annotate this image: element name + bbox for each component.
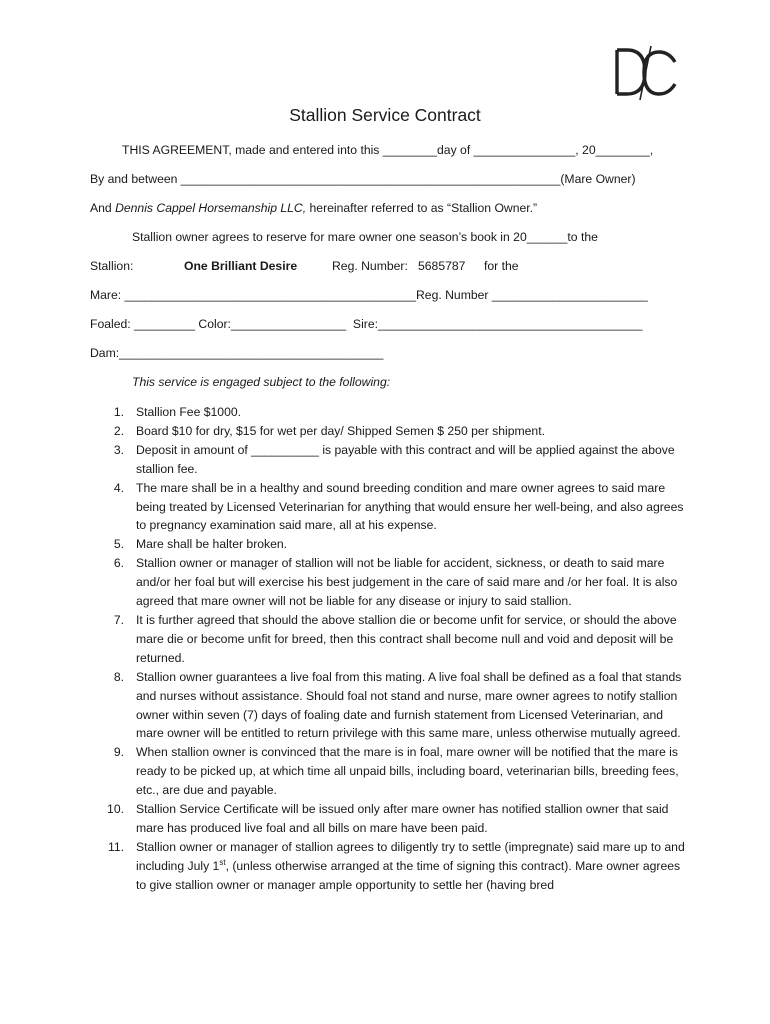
term-item: 6. Stallion owner or manager of stallion will not be liable for accident, sickness, or death to said mare and/or her foal but will exercise his best judgement in the care of said mare and /or her foal. It is also agreed that mare owner will not be liable for any disease or injury to said stallion. — [113, 556, 678, 609]
company-name: Dennis Cappel Horsemanship LLC, — [115, 201, 307, 215]
reg-number-label: Reg. Number: — [332, 259, 408, 273]
stallion-name: One Brilliant Desire — [184, 259, 298, 273]
mare-line: Mare: ___________________________________________Reg. Number _______________________ — [90, 288, 648, 302]
and-suffix: hereinafter referred to as “Stallion Owner.” — [306, 201, 538, 215]
reg-number-value: 5685787 — [418, 259, 466, 273]
dc-logo — [611, 44, 679, 102]
term-item: 1. Stallion Fee $1000. — [113, 405, 242, 419]
term-item: 2. Board $10 for dry, $15 for wet per day/ Shipped Semen $ 250 per shipment. — [113, 423, 545, 438]
reserve-line: Stallion owner agrees to reserve for mare owner one season’s book in 20______to the — [132, 230, 598, 244]
for-the-text: for the — [484, 259, 519, 273]
term-item: 7. It is further agreed that should the above stallion die or become unfit for service, or should the above mare die or become unfit for breed, then this contract shall become null and void and deposit will be returned. — [113, 612, 677, 665]
term-item: 3. Deposit in amount of __________ is payable with this contract and will be applied against the above stallion fee. — [113, 442, 675, 476]
between-line: By and between ________________________________________________________(Mare Owner) — [90, 172, 636, 186]
terms-list — [90, 403, 690, 895]
term-item: 9. When stallion owner is convinced that the mare is in foal, mare owner will be notified that the mare is ready to be picked up, at which time all unpaid bills, including board, veterinarian bills, breeding fees, etc., are due and payable. — [113, 745, 679, 798]
agreement-line: THIS AGREEMENT, made and entered into this ________day of _______________, 20________, — [122, 143, 654, 157]
and-prefix: And — [90, 201, 116, 215]
foaled-line: Foaled: _________ Color:_________________ Sire:_______________________________________ — [90, 317, 643, 331]
term-item: 8. Stallion owner guarantees a live foal from this mating. A live foal shall be defined as a foal that stands and nurses without assistance. Should foal not stand and nurse, mare owner agrees to notify stallion owner within seven (7) days of foaling date and furnish statement from Licensed Veterinarian, and mare owner will be entitled to return privilege with this same mare, unless otherwise mutually agreed. — [113, 669, 682, 741]
page-title: Stallion Service Contract — [289, 105, 481, 125]
subject-line: This service is engaged subject to the following: — [132, 375, 391, 389]
dam-line: Dam:_______________________________________ — [90, 346, 384, 360]
term-item: 11. Stallion owner or manager of stallion agrees to diligently try to settle (impregnate) said mare up to and including July 1st, (unless otherwise arranged at the time of signing this contract). Mare owner agrees to give stallion owner or manager ample opportunity to settle her (having bred — [107, 839, 685, 892]
term-item: 4. The mare shall be in a healthy and sound breeding condition and mare owner agrees to said mare being treated by Licensed Veterinarian for anything that would ensure her well-being, and also agrees to pregnancy examination said mare, all at his expense. — [113, 480, 684, 533]
term-item: 5. Mare shall be halter broken. — [113, 537, 288, 552]
and-line — [90, 201, 537, 216]
term-item: 10. Stallion Service Certificate will be issued only after mare owner has notified stallion owner that said mare has produced live foal and all bills on mare have been paid. — [107, 802, 669, 835]
stallion-label: Stallion: — [90, 259, 134, 273]
